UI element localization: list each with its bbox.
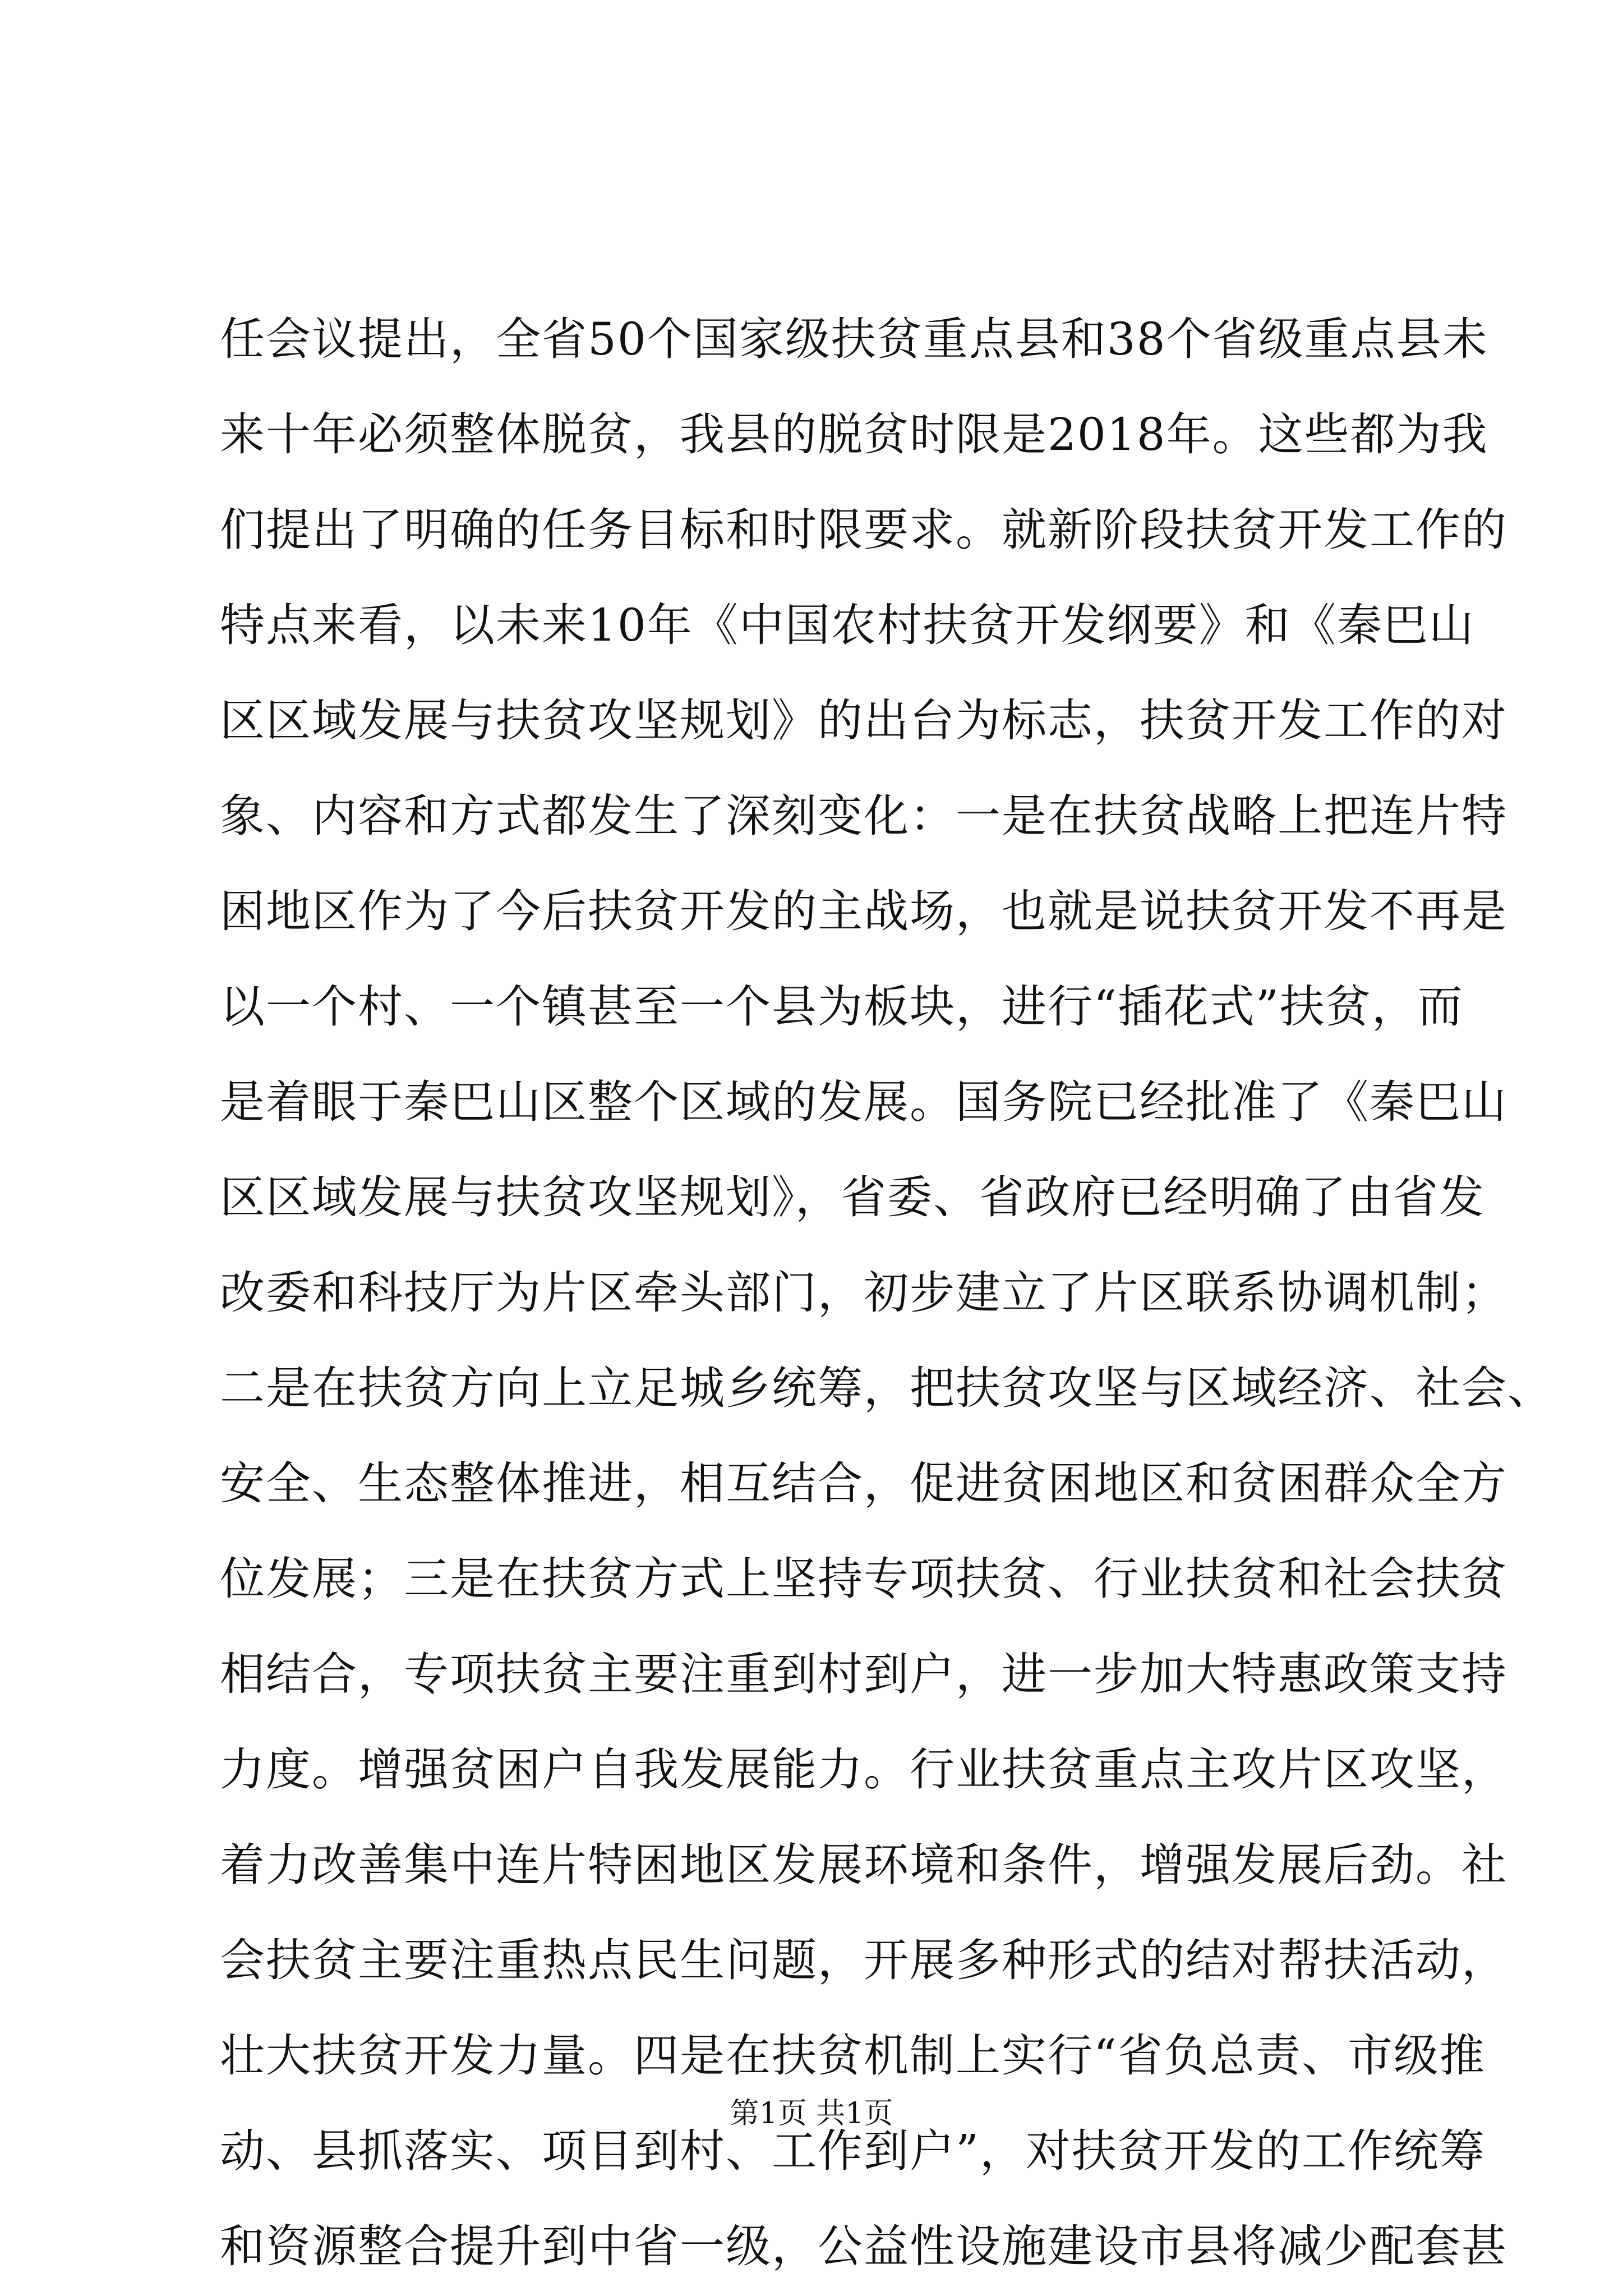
text-line: 以一个村、一个镇甚至一个县为板块，进行“插花式”扶贫，而 xyxy=(220,981,1464,1033)
text-line: 们提出了明确的任务目标和时限要求。就新阶段扶贫开发工作的 xyxy=(220,504,1507,556)
body-text xyxy=(220,292,1553,2294)
text-line: 改委和科技厅为片区牵头部门，初步建立了片区联系协调机制； xyxy=(220,1267,1507,1319)
text-line: 相结合，专项扶贫主要注重到村到户，进一步加大特惠政策支持 xyxy=(220,1648,1507,1700)
text-line: 动、县抓落实、项目到村、工作到户”，对扶贫开发的工作统筹 xyxy=(220,2125,1486,2177)
text-line: 特点来看，以未来10年《中国农村扶贫开发纲要》和《秦巴山 xyxy=(220,599,1475,651)
text-line: 困地区作为了今后扶贫开发的主战场，也就是说扶贫开发不再是 xyxy=(220,885,1507,937)
text-line: 会扶贫主要注重热点民生问题，开展多种形式的结对帮扶活动， xyxy=(220,1934,1507,1986)
text-line: 和资源整合提升到中省一级，公益性设施建设市县将减少配套甚 xyxy=(220,2220,1507,2272)
page-footer: 第1页 共1页 xyxy=(730,2097,893,2131)
text-line: 二是在扶贫方向上立足城乡统筹，把扶贫攻坚与区域经济、社会、 xyxy=(220,1362,1553,1414)
text-line: 安全、生态整体推进，相互结合，促进贫困地区和贫困群众全方 xyxy=(220,1457,1507,1510)
text-line: 区区域发展与扶贫攻坚规划》，省委、省政府已经明确了由省发 xyxy=(220,1171,1485,1223)
text-line: 是着眼于秦巴山区整个区域的发展。国务院已经批准了《秦巴山 xyxy=(220,1076,1507,1128)
text-line: 象、内容和方式都发生了深刻变化：一是在扶贫战略上把连片特 xyxy=(220,790,1507,842)
text-line: 任会议提出，全省50个国家级扶贫重点县和38个省级重点县未 xyxy=(220,313,1488,365)
text-line: 位发展；三是在扶贫方式上坚持专项扶贫、行业扶贫和社会扶贫 xyxy=(220,1553,1507,1605)
text-line: 来十年必须整体脱贫，我县的脱贫时限是2018年。这些都为我 xyxy=(220,408,1488,461)
text-line: 壮大扶贫开发力量。四是在扶贫机制上实行“省负总责、市级推 xyxy=(220,2030,1486,2082)
text-line: 力度。增强贫困户自我发展能力。行业扶贫重点主攻片区攻坚， xyxy=(220,1743,1507,1796)
text-line: 区区域发展与扶贫攻坚规划》的出台为标志，扶贫开发工作的对 xyxy=(220,694,1507,747)
text-line: 着力改善集中连片特困地区发展环境和条件，增强发展后劲。社 xyxy=(220,1839,1507,1891)
